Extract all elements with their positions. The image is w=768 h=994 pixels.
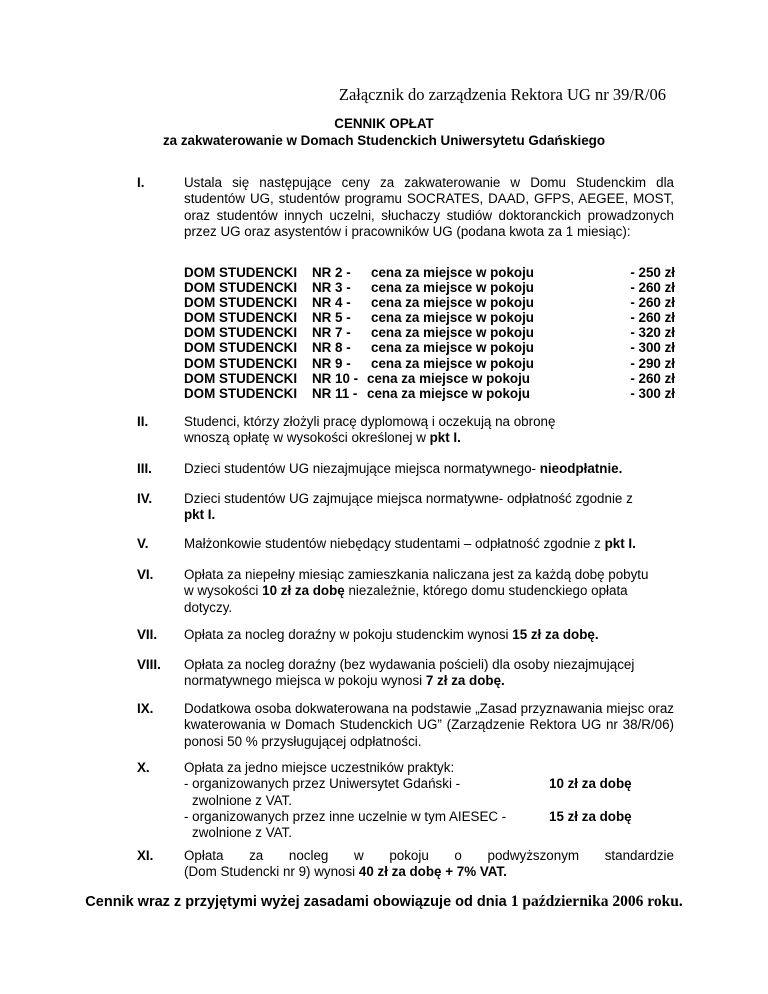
section-number: XI. [137,848,154,863]
dorm-label: DOM STUDENCKI [184,355,298,371]
price-description: cena za miejsce w pokoju [371,325,534,341]
dorm-number: NR 8 - [312,340,351,356]
annex-reference: Załącznik do zarządzenia Rektora UG nr 39/R/06 [338,85,666,104]
document-title: CENNIK OPŁAT [334,116,434,131]
section-number: VIII. [137,657,161,672]
price-amount: - 300 zł [630,340,675,356]
price-amount: - 260 zł [630,295,675,311]
dorm-label: DOM STUDENCKI [184,340,298,356]
price-description: cena za miejsce w pokoju [371,280,534,296]
section-number: III. [137,461,152,476]
section-text [184,760,674,840]
section-text: Ustala się następujące ceny za zakwaterowanie w Domu Studenckim dla studentów UG, studentów programu SOCRATES, DAAD, GFPS, AEGEE, MOST, oraz studentów innych uczelni, słuchaczy studiów doktoranckich prowadzonych przez UG oraz asystentów i pracowników UG (podana kwota za 1 miesiąc): [184,175,674,239]
price-description: cena za miejsce w pokoju [371,310,534,326]
section-number: II. [137,414,149,429]
price-description: cena za miejsce w pokoju [371,355,534,371]
price-amount: - 290 zł [630,355,675,371]
section-number: VII. [137,627,158,642]
section-text: Opłata za nocleg w pokoju o podwyższonym standardzie (Dom Studencki nr 9) wynosi 40 zł za dobę + 7% VAT. [184,848,674,880]
section-number: VI. [137,567,154,582]
section-text: Dodatkowa osoba dokwaterowana na podstawie „Zasad przyznawania miejsc oraz kwaterowania w Domach Studenckich UG” (Zarządzenie Rektora UG nr 38/R/06) ponosi 50 % przysługującej odpłatności. [184,701,674,749]
price-amount: - 320 zł [630,325,675,341]
dorm-number: NR 10 - [312,370,359,386]
price-amount: - 260 zł [630,370,675,386]
dorm-number: NR 5 - [312,310,351,326]
price-amount: - 260 zł [630,310,675,326]
practice-ug: - organizowanych przez Uniwersytet Gdański - zwolnione z VAT. 10 zł za dobę [184,776,632,808]
dorm-number: NR 9 - [312,355,351,371]
dorm-label: DOM STUDENCKI [184,265,298,280]
section-number: X. [137,760,150,775]
dorm-label: DOM STUDENCKI [184,310,298,326]
price-amount: - 260 zł [630,280,675,296]
price-amount: - 250 zł [630,265,675,280]
document-subtitle: za zakwaterowanie w Domach Studenckich Uniwersytetu Gdańskiego [162,133,605,148]
dorm-label: DOM STUDENCKI [184,325,298,341]
dorm-number: NR 7 - [312,325,351,341]
practice-ug-amount: 10 zł za dobę [549,776,632,792]
footer-note: Cennik wraz z przyjętymi wyżej zasadami obowiązuje od dnia 1 października 2006 roku. [85,893,683,910]
dorm-label: DOM STUDENCKI [184,280,298,296]
section-text: Opłata za niepełny miesiąc zamieszkania naliczana jest za każdą dobę pobytu w wysokości 10 zł za dobę niezależnie, którego domu studenckiego opłata dotyczy. [184,567,649,615]
section-number: I. [137,175,145,190]
price-description: cena za miejsce w pokoju [371,295,534,311]
section-number: IX. [137,701,154,716]
section-text: Studenci, którzy złożyli pracę dyplomową i oczekują na obronę wnoszą opłatę w wysokości określonej w pkt I. [184,414,556,446]
practice-intro: Opłata za jedno miejsce uczestników praktyk: [184,760,455,775]
price-description: cena za miejsce w pokoju [367,370,530,386]
dorm-number: NR 11 - [312,385,358,401]
dorm-number: NR 4 - [312,295,351,311]
dorm-label: DOM STUDENCKI [184,370,298,386]
section-number: IV. [137,491,153,506]
price-description: cena za miejsce w pokoju [367,385,530,401]
justified-line: Opłata za nocleg w pokoju o podwyższonym standardzie [184,848,674,863]
price-description: cena za miejsce w pokoju [371,340,534,356]
section-text: Dzieci studentów UG zajmujące miejsca normatywne- odpłatność zgodnie z pkt I. [184,491,633,523]
dorm-label: DOM STUDENCKI [184,295,298,311]
section-number: V. [137,536,149,551]
section-text: Opłata za nocleg doraźny (bez wydawania pościeli) dla osoby niezajmującej normatywnego miejsca w pokoju wynosi 7 zł za dobę. [184,657,635,689]
section-text: Dzieci studentów UG niezajmujące miejsca normatywnego- nieodpłatnie. [184,461,623,476]
dorm-number: NR 3 - [312,280,351,296]
section-text: Opłata za nocleg doraźny w pokoju studenckim wynosi 15 zł za dobę. [184,627,599,642]
price-amount: - 300 zł [630,385,675,401]
dorm-label: DOM STUDENCKI [184,385,298,401]
price-description: cena za miejsce w pokoju [371,265,534,280]
practice-other-amount: 15 zł za dobę [549,808,632,824]
section-text: Małżonkowie studentów niebędący studentami – odpłatność zgodnie z pkt I. [184,536,636,551]
practice-other: - organizowanych przez inne uczelnie w tym AIESEC - zwolnione z VAT. 15 zł za dobę [184,808,632,841]
dorm-number: NR 2 - [312,265,351,280]
